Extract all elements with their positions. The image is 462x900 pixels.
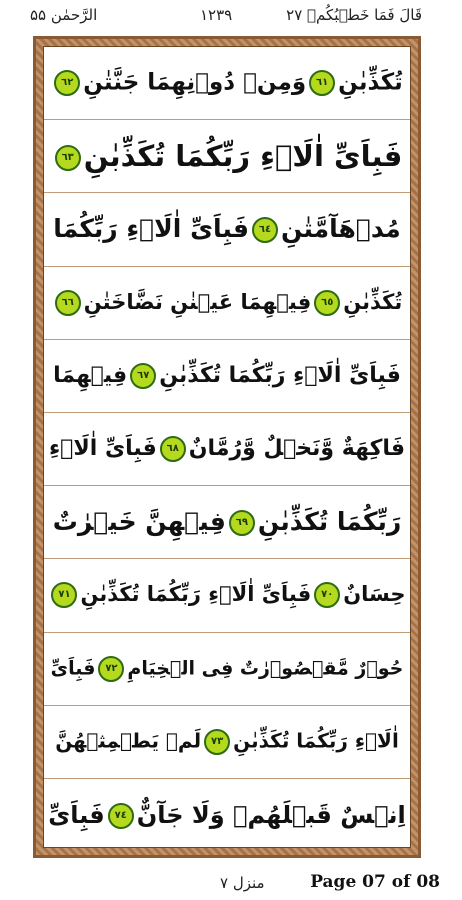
- page-of-label: Page 07 of 08: [310, 872, 440, 892]
- verse-segment: تُكَذِّبٰنِ: [343, 289, 403, 314]
- ayah-number-marker: ٦٢: [54, 70, 80, 96]
- verse-segment: فَاكِهَةٌ وَّنَخۡلٌ وَّرُمَّانٌ: [188, 436, 406, 462]
- verse-segment: مُدۡهَآمَّتٰنِ: [280, 213, 401, 243]
- ayah-number-marker: ٦٩: [229, 510, 255, 536]
- verse-text: [52, 290, 402, 316]
- verse-text: [51, 70, 403, 96]
- verse-segment: اِنۡسٌ قَبۡلَهُمۡ وَلَا جَآنٌّ: [136, 800, 406, 829]
- verse-line: [44, 633, 410, 706]
- ayah-number-marker: ٦٤: [252, 217, 278, 243]
- ayah-number-marker: ٦١: [309, 70, 335, 96]
- verse-segment: فَبِاَىِّ: [50, 657, 96, 680]
- ayah-number-marker: ٦٣: [55, 145, 81, 171]
- verse-line: [44, 413, 410, 486]
- verse-text: [48, 582, 405, 608]
- verse-line: [44, 779, 410, 852]
- juz-name-label: قَالَ فَمَا خَطۡبُكُمۡ ۲۷: [286, 6, 422, 24]
- ayah-number-marker: ٦٧: [130, 363, 156, 389]
- verse-line: [44, 267, 410, 340]
- verse-segment: وَمِنۡ دُوۡنِهِمَا جَنَّتٰنِ: [83, 69, 307, 96]
- verse-line: [44, 47, 410, 120]
- verse-line: [44, 559, 410, 632]
- verse-text: [53, 363, 401, 389]
- verse-line: [44, 193, 410, 266]
- page-footer: [0, 866, 462, 900]
- ayah-number-marker: ٧١: [51, 582, 77, 608]
- verse-segment: حُوۡرٌ مَّقۡصُوۡرٰتٌ فِى الۡخِيَامِ: [127, 657, 404, 680]
- verse-segment: فِيۡهِمَا عَيۡنٰنِ نَضَّاخَتٰنِ: [83, 289, 312, 314]
- verse-text: [55, 729, 399, 755]
- verse-line: [44, 706, 410, 779]
- ayah-number-marker: ٧٢: [98, 656, 124, 682]
- verse-text: [53, 213, 401, 243]
- verse-segment: حِسَانٌ: [343, 582, 406, 607]
- verse-segment: فَبِاَىِّ: [48, 800, 105, 829]
- ayah-number-marker: ٦٦: [55, 290, 81, 316]
- verse-line: [44, 340, 410, 413]
- ayah-number-marker: ٧٠: [314, 582, 340, 608]
- verse-text: [48, 800, 406, 829]
- verse-segment: فَبِاَىِّ اٰلَاۤءِ رَبِّكُمَا تُكَذِّبٰنِ: [80, 582, 312, 607]
- verse-segment: فَبِاَىِّ اٰلَاۤءِ رَبِّكُمَا: [53, 213, 249, 243]
- page-number-label: ۱۲۳۹: [200, 6, 233, 24]
- verse-segment: رَبِّكُمَا تُكَذِّبٰنِ: [257, 506, 402, 536]
- ayah-number-marker: ٦٥: [314, 290, 340, 316]
- verse-text: [49, 436, 405, 462]
- page-header: [0, 0, 462, 32]
- verse-text: [52, 506, 402, 536]
- verse-segment: فِيۡهِنَّ خَيۡرٰتٌ: [52, 506, 226, 536]
- surah-name-label: الرَّحمٰن ۵۵: [30, 6, 98, 24]
- ayah-number-marker: ٧٤: [108, 803, 134, 829]
- verse-segment: فَبِاَىِّ اٰلَاۤءِ رَبِّكُمَا تُكَذِّبٰنِ: [159, 362, 401, 388]
- verse-segment: فَبِاَىِّ اٰلَاۤءِ: [48, 436, 157, 462]
- verse-segment: فِيۡهِمَا: [53, 362, 128, 388]
- verse-segment: اٰلَاۤءِ رَبِّكُمَا تُكَذِّبٰنِ: [233, 728, 399, 753]
- ayah-number-marker: ٦٨: [160, 436, 186, 462]
- ayah-number-marker: ٧٣: [204, 729, 230, 755]
- text-area[interactable]: [43, 46, 411, 848]
- verse-line: [44, 120, 410, 193]
- verse-segment: فَبِاَىِّ اٰلَاۤءِ رَبِّكُمَا تُكَذِّبٰنِ: [83, 138, 403, 173]
- manzil-label: منزل ۷: [220, 874, 265, 892]
- verse-text: [51, 656, 404, 682]
- verse-segment: لَمۡ يَطۡمِثۡهُنَّ: [55, 728, 202, 753]
- verse-segment: تُكَذِّبٰنِ: [338, 69, 403, 96]
- verse-text: [52, 138, 403, 173]
- verse-line: [44, 486, 410, 559]
- ornamental-border: [33, 36, 421, 858]
